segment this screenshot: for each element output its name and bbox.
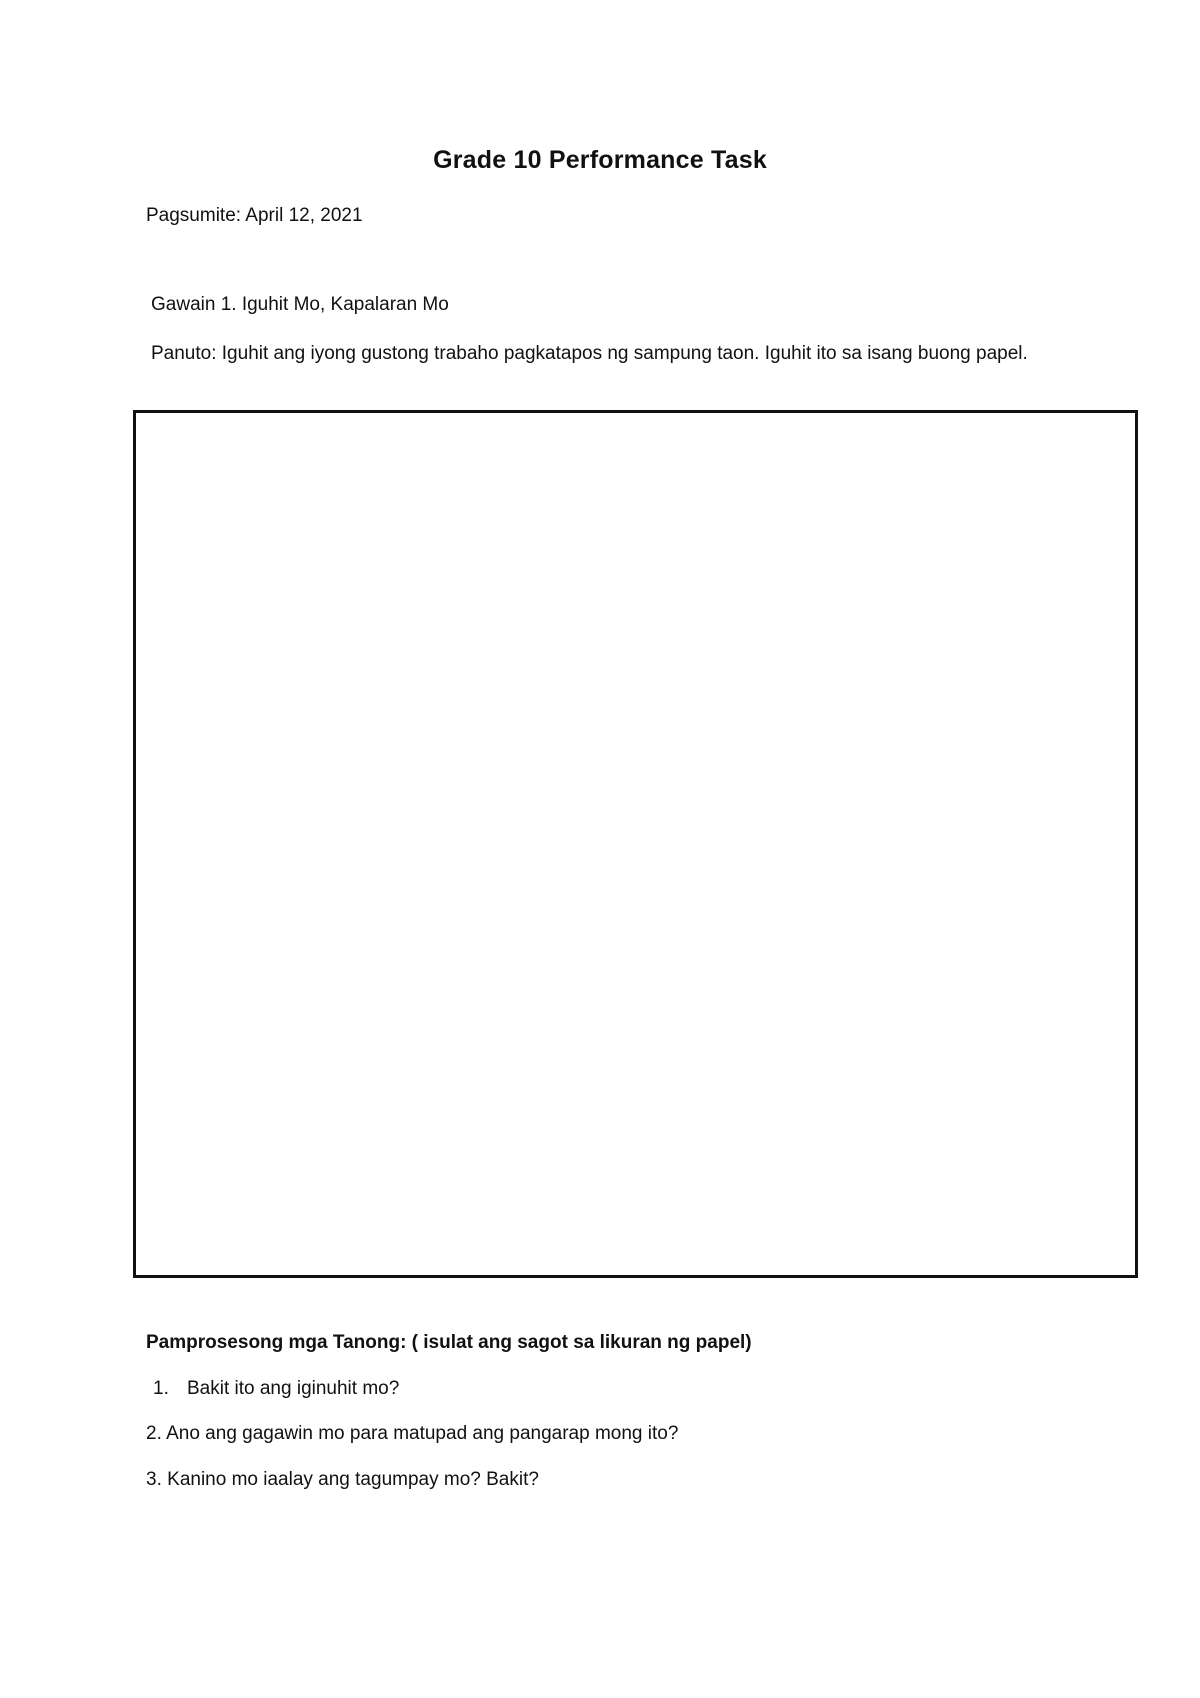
instructions-text: Panuto: Iguhit ang iyong gustong trabaho pagkatapos ng sampung taon. Iguhit ito sa isang buong papel. — [151, 343, 1028, 364]
question-number: 2. — [146, 1423, 162, 1444]
instructions — [146, 338, 1046, 370]
question-number: 1. — [153, 1378, 169, 1399]
submission-date: Pagsumite: April 12, 2021 — [146, 205, 363, 226]
question-text: Bakit ito ang iginuhit mo? — [187, 1378, 400, 1399]
question-item — [146, 1419, 678, 1449]
question-number: 3. — [146, 1469, 162, 1490]
task-title: Gawain 1. Iguhit Mo, Kapalaran Mo — [151, 294, 449, 315]
questions-heading: Pamprosesong mga Tanong: ( isulat ang sagot sa likuran ng papel) — [146, 1332, 752, 1353]
question-text: Ano ang gagawin mo para matupad ang pangarap mong ito? — [166, 1423, 679, 1444]
question-item — [146, 1465, 539, 1495]
drawing-area-box — [133, 410, 1138, 1278]
question-item — [153, 1374, 399, 1404]
document-title: Grade 10 Performance Task — [433, 146, 767, 174]
question-text: Kanino mo iaalay ang tagumpay mo? Bakit? — [167, 1469, 539, 1490]
